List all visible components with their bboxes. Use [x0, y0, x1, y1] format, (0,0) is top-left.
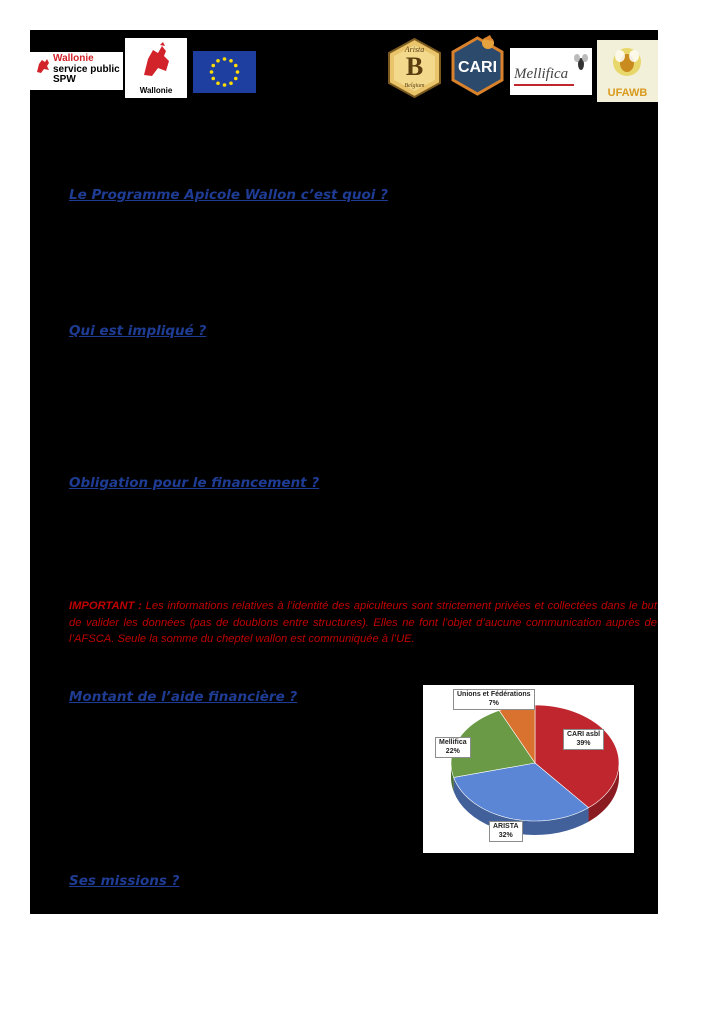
- ufawb-label: UFAWB: [607, 87, 648, 99]
- label-unions: [453, 689, 535, 710]
- cari-label: CARI: [457, 59, 498, 76]
- heading-programme: Le Programme Apicole Wallon c’est quoi ?: [69, 187, 388, 203]
- arista-bottom: Belgium: [404, 83, 425, 89]
- arista-logo: [387, 38, 442, 98]
- mellifica-label: Mellifica: [514, 66, 569, 82]
- rooster-icon: [136, 41, 176, 81]
- pie-chart: [423, 685, 634, 853]
- label-cari-pct: 39%: [576, 739, 591, 747]
- label-arista-name: ARISTA: [493, 823, 519, 830]
- important-label: IMPORTANT :: [69, 600, 142, 612]
- spw-line-1: Wallonie: [53, 53, 94, 64]
- label-cari-name: CARI asbl: [567, 731, 601, 738]
- eu-stars-icon: [193, 51, 256, 93]
- mellifica-underline: [514, 84, 574, 86]
- label-mellifica-pct: 22%: [445, 747, 460, 755]
- wallonie-logo: [125, 38, 187, 98]
- cari-logo: [450, 33, 505, 98]
- heading-missions: Ses missions ?: [69, 873, 180, 889]
- label-arista-pct: 32%: [498, 831, 513, 839]
- mellifica-logo: [510, 48, 592, 95]
- arista-letter: B: [405, 52, 424, 81]
- pie-chart-svg: [423, 685, 634, 853]
- spw-logo: [30, 52, 123, 90]
- spw-line-2: service public: [53, 63, 120, 75]
- spw-line-3: SPW: [53, 74, 76, 85]
- ufawb-logo: [597, 40, 658, 102]
- important-text: Les informations relatives à l’identité des apiculteurs sont strictement privées et collectées dans le but de valider les données (pas de doublons entre structures). Elles ne font l’objet d’aucune communication auprès de l’AFSCA. Seule la somme du cheptel wallon est communiquée à l’UE.: [69, 600, 657, 645]
- label-mellifica: [435, 737, 471, 758]
- bee-icon: [573, 52, 589, 72]
- heading-obligation: Obligation pour le financement ?: [69, 475, 320, 491]
- rooster-icon: [33, 56, 53, 76]
- heading-qui: Qui est impliqué ?: [69, 323, 207, 339]
- wallonie-label: Wallonie: [139, 86, 173, 95]
- important-notice: [69, 598, 657, 648]
- label-mellifica-name: Mellifica: [439, 739, 467, 746]
- label-unions-pct: 7%: [488, 699, 499, 707]
- heading-montant: Montant de l’aide financière ?: [69, 689, 298, 705]
- eu-flag-logo: [193, 51, 256, 93]
- bee-flower-icon: [607, 44, 647, 80]
- label-unions-name: Unions et Fédérations: [457, 691, 531, 698]
- arista-top: Arista: [404, 45, 425, 54]
- label-arista: [489, 821, 523, 842]
- label-cari: [563, 729, 604, 750]
